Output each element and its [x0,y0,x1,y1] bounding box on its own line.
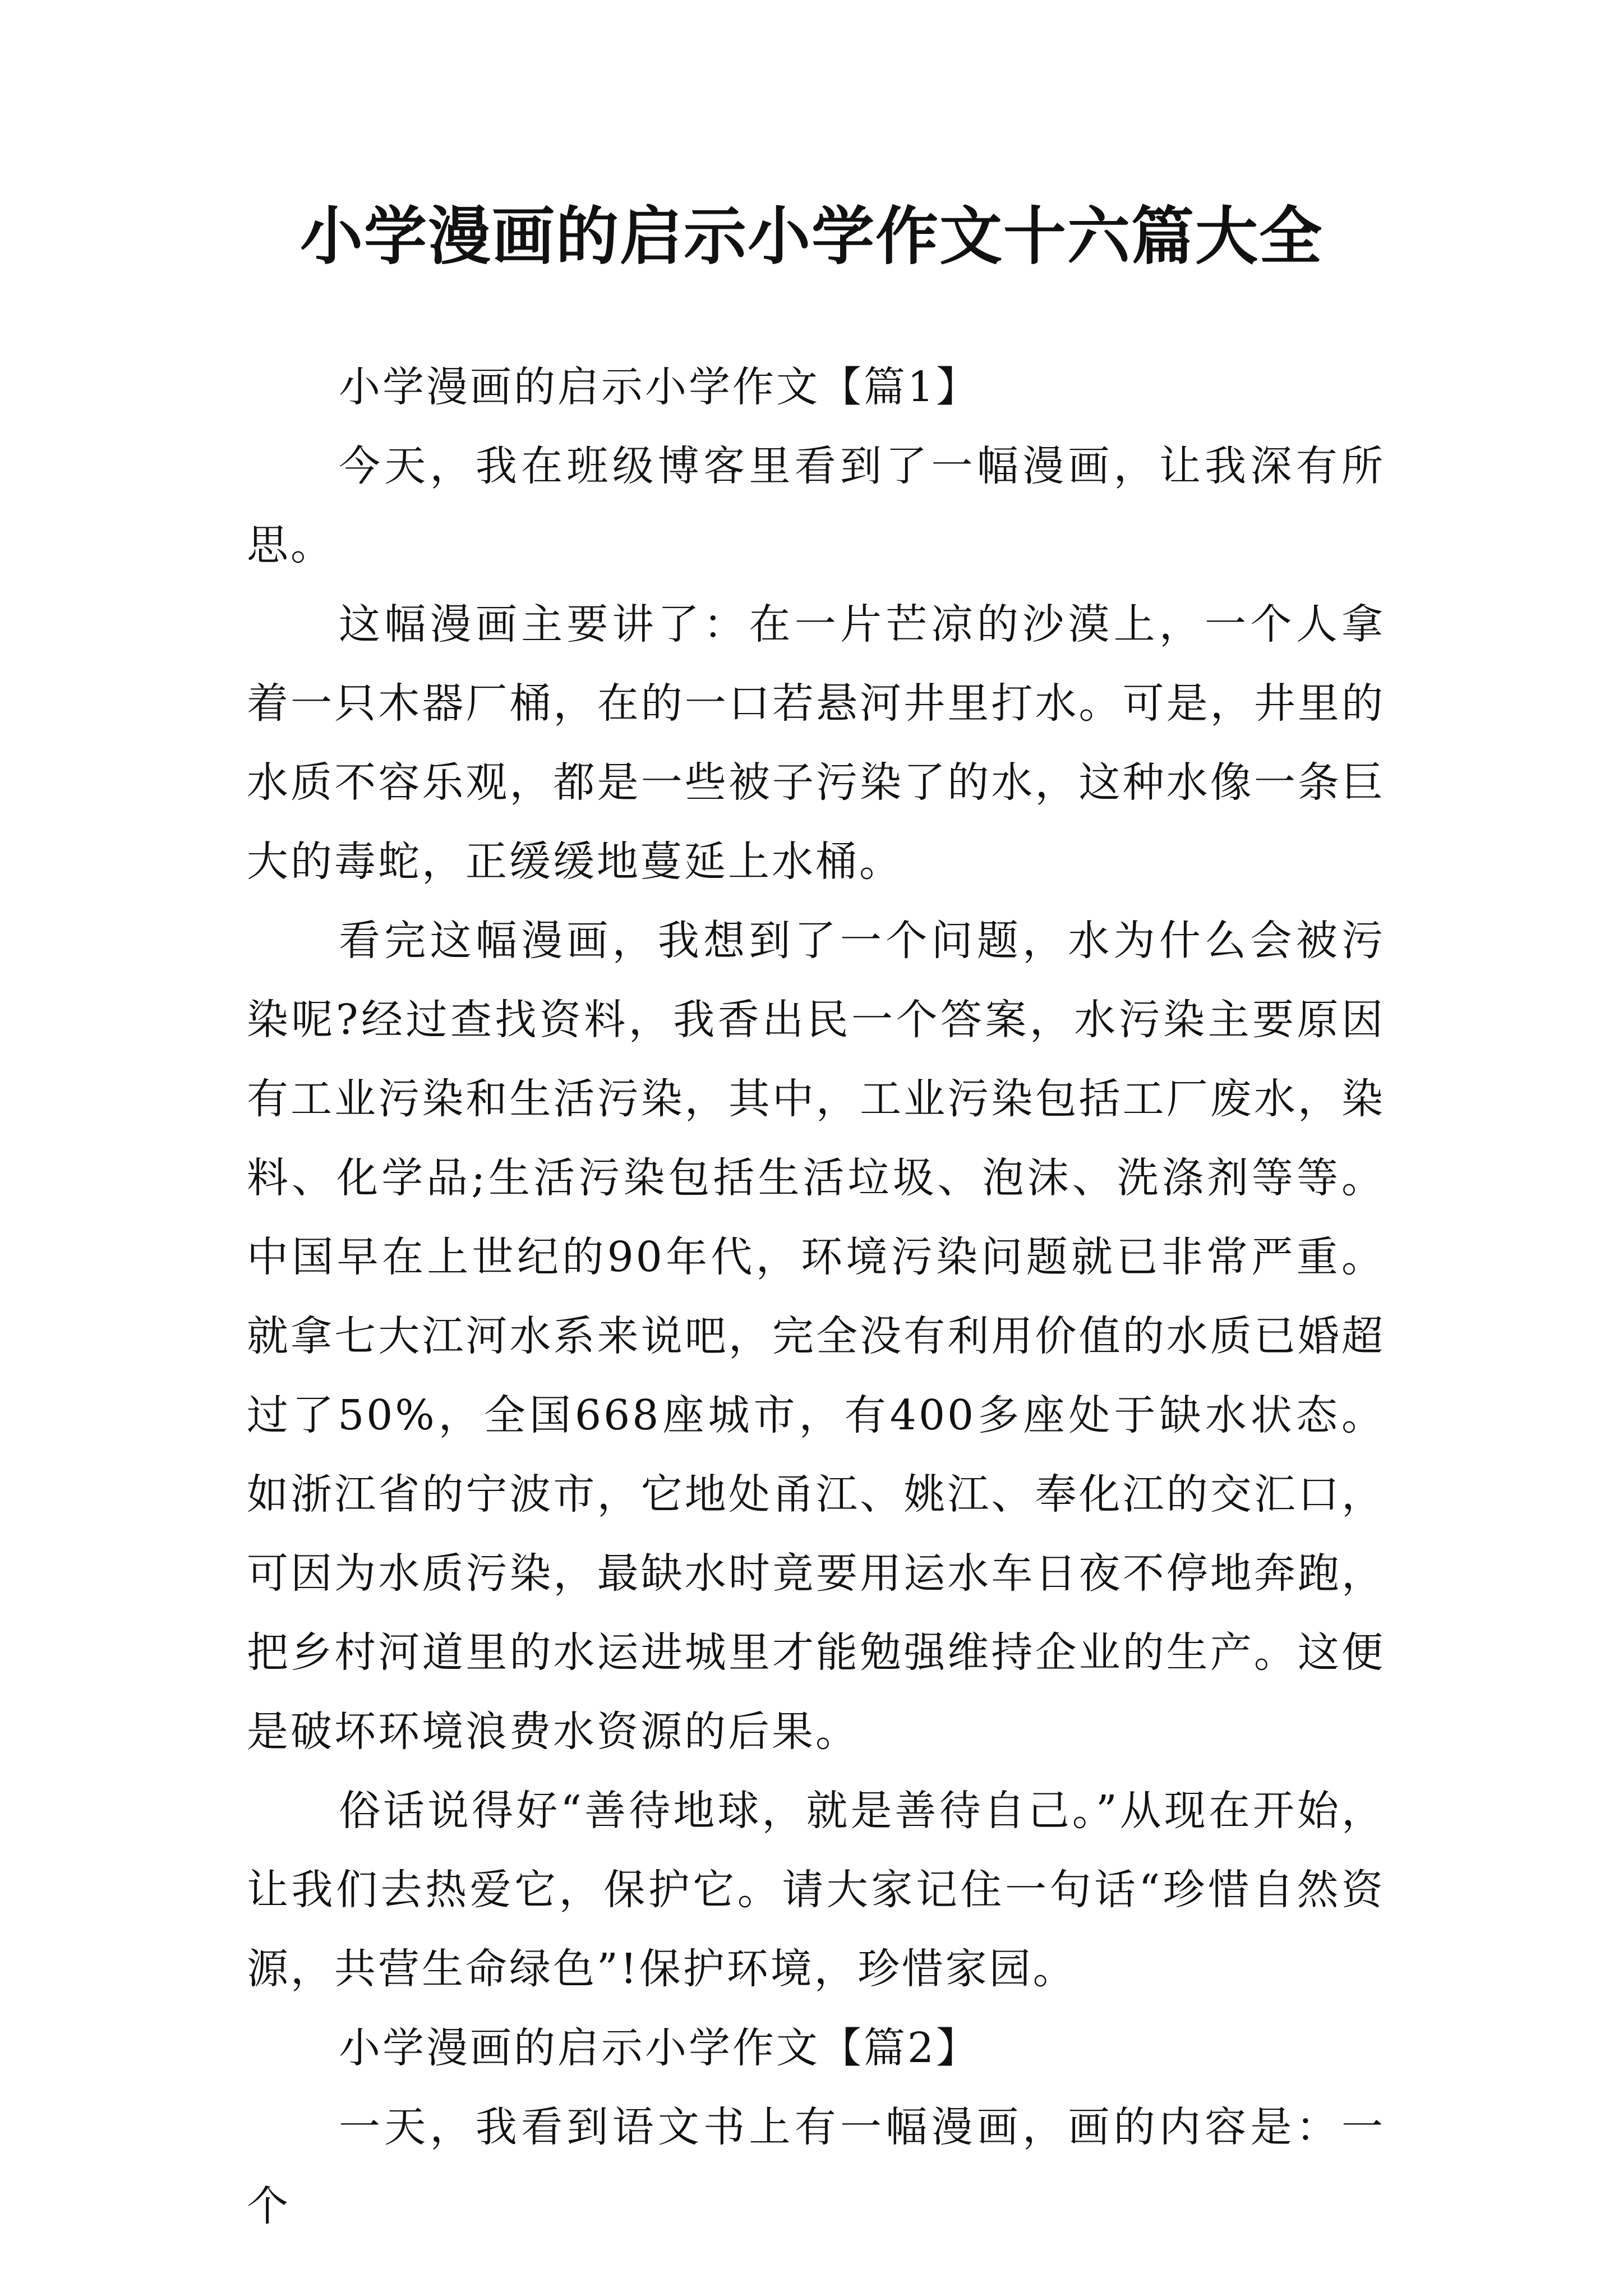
document-body [247,348,1385,2246]
section-heading-1: 小学漫画的启示小学作文【篇1】 [339,363,980,411]
document-title: 小学漫画的启示小学作文十六篇大全 [300,200,1323,273]
paragraph: 一天，我看到语文书上有一幅漫画，画的内容是：一个 [247,2103,1385,2230]
paragraph: 今天，我在班级博客里看到了一幅漫画，让我深有所思。 [247,442,1385,569]
paragraph: 这幅漫画主要讲了：在一片芒凉的沙漠上，一个人拿着一只木器厂桶，在的一口若悬河井里打水。可是，井里的水质不容乐观，都是一些被子污染了的水，这种水像一条巨大的毒蛇，正缓缓地蔓延上水桶。 [247,600,1385,886]
paragraph: 看完这幅漫画，我想到了一个问题，水为什么会被污染呢?经过查找资料，我香出民一个答案，水污染主要原因有工业污染和生活污染，其中，工业污染包括工厂废水，染料、化学品;生活污染包括生活垃圾、泡沫、洗涤剂等等。中国早在上世纪的90年代，环境污染问题就已非常严重。就拿七大江河水系来说吧，完全没有利用价值的水质已婚超过了50%，全国668座城市，有400多座处于缺水状态。如浙江省的宁波市，它地处甬江、姚江、奉化江的交汇口，可因为水质污染，最缺水时竟要用运水车日夜不停地奔跑，把乡村河道里的水运进城里才能勉强维持企业的生产。这便是破坏环境浪费水资源的后果。 [247,917,1385,1756]
paragraph: 俗话说得好“善待地球，就是善待自己。”从现在开始，让我们去热爱它，保护它。请大家记住一句话“珍惜自然资源，共营生命绿色”!保护环境，珍惜家园。 [247,1787,1385,1993]
section-heading-2: 小学漫画的启示小学作文【篇2】 [339,2024,980,2072]
